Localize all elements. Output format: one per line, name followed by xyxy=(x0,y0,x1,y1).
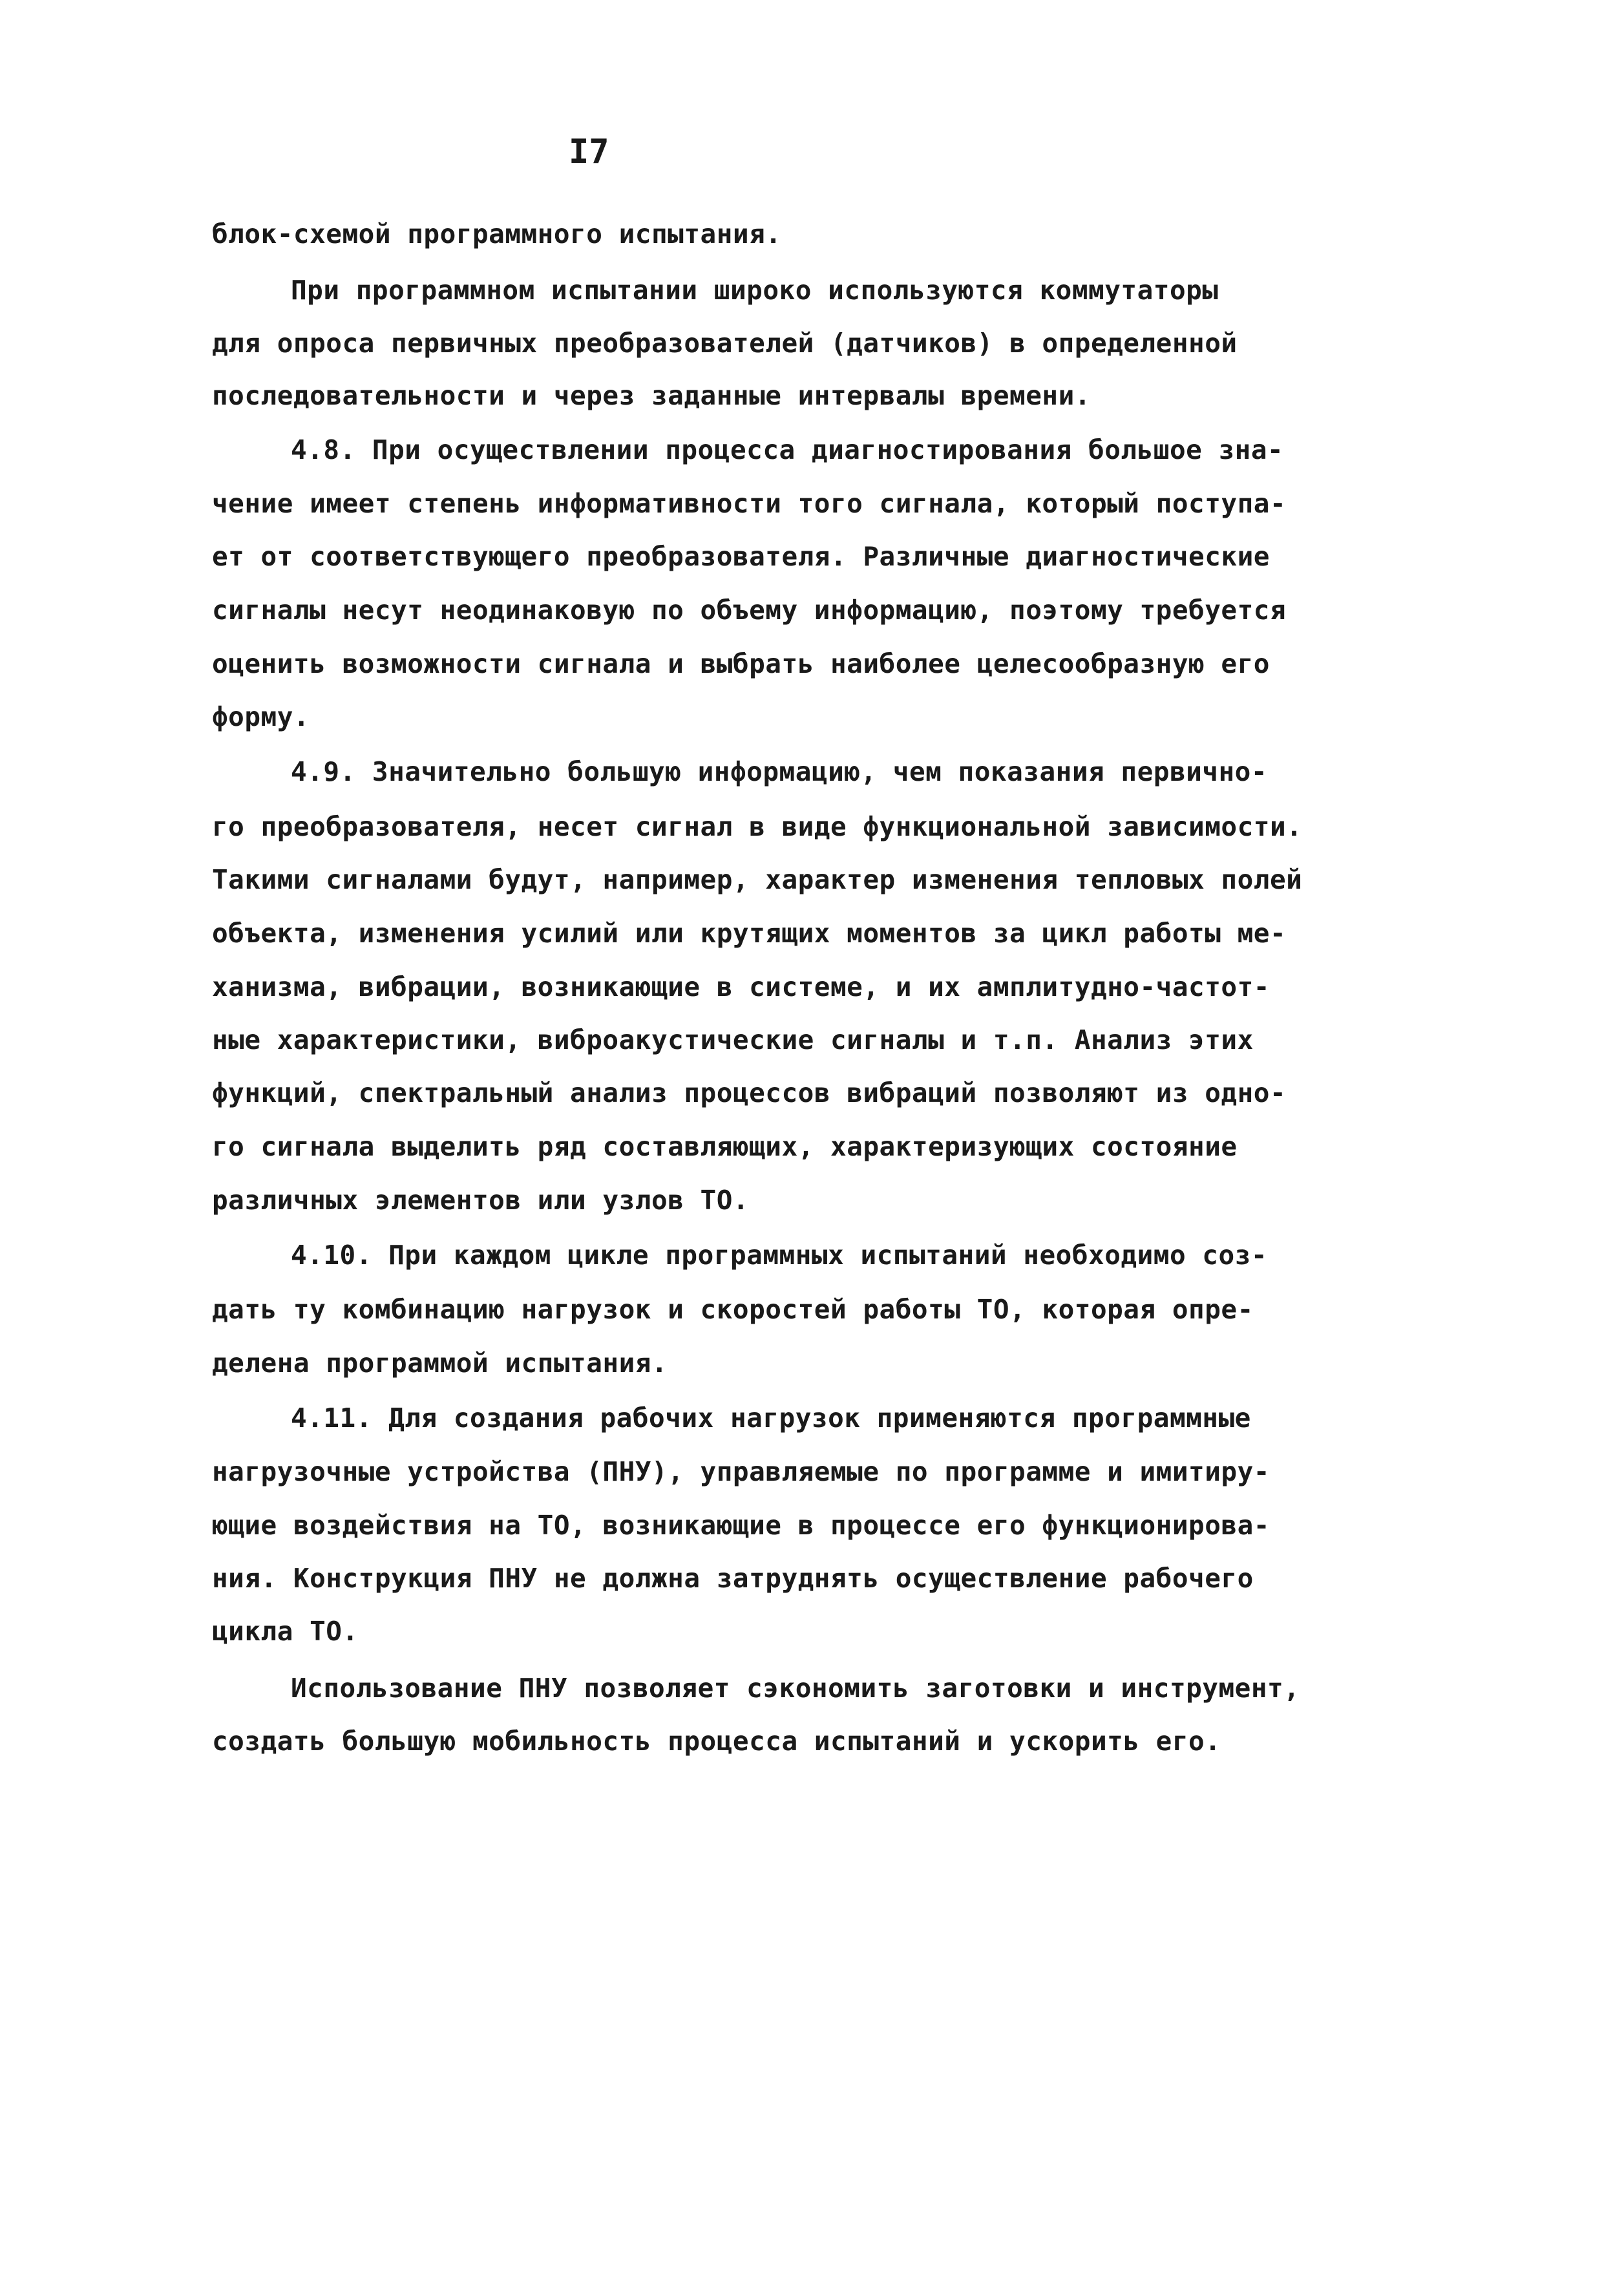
text-line: При программном испытании широко используются коммутаторы xyxy=(291,275,1219,306)
text-line: 4.8. При осуществлении процесса диагностирования большое зна- xyxy=(291,434,1284,465)
text-line: объекта, изменения усилий или крутящих моментов за цикл работы ме- xyxy=(212,918,1287,949)
text-line: для опроса первичных преобразователей (датчиков) в определенной xyxy=(212,328,1238,359)
text-line: го преобразователя, несет сигнал в виде функциональной зависимости. xyxy=(212,811,1303,842)
text-line: оценить возможности сигнала и выбрать наиболее целесообразную его xyxy=(212,648,1270,679)
text-line: создать большую мобильность процесса испытаний и ускорить его. xyxy=(212,1726,1221,1757)
text-line: Такими сигналами будут, например, характер изменения тепловых полей xyxy=(212,864,1303,895)
page-number: I7 xyxy=(569,132,609,171)
text-line: последовательности и через заданные интервалы времени. xyxy=(212,380,1091,411)
text-line: ные характеристики, виброакустические сигналы и т.п. Анализ этих xyxy=(212,1024,1254,1055)
text-line: ющие воздействия на ТО, возникающие в процессе его функционирова- xyxy=(212,1510,1270,1541)
text-line: 4.10. При каждом цикле программных испытаний необходимо соз- xyxy=(291,1240,1268,1271)
text-line: цикла ТО. xyxy=(212,1616,359,1647)
text-line: ханизма, вибрации, возникающие в системе, и их амплитудно-частот- xyxy=(212,971,1270,1002)
text-line: ет от соответствующего преобразователя. Различные диагностические xyxy=(212,541,1270,572)
text-line: различных элементов или узлов ТО. xyxy=(212,1185,750,1216)
text-line: делена программой испытания. xyxy=(212,1348,668,1379)
text-line: ния. Конструкция ПНУ не должна затруднять осуществление рабочего xyxy=(212,1563,1254,1594)
text-line: блок-схемой программного испытания. xyxy=(212,218,782,249)
text-line: нагрузочные устройства (ПНУ), управляемые по программе и имитиру- xyxy=(212,1456,1270,1487)
text-line: форму. xyxy=(212,701,310,732)
text-line: функций, спектральный анализ процессов вибраций позволяют из одно- xyxy=(212,1077,1287,1108)
text-line: Использование ПНУ позволяет сэкономить заготовки и инструмент, xyxy=(291,1673,1300,1704)
text-line: дать ту комбинацию нагрузок и скоростей работы ТО, которая опре- xyxy=(212,1294,1254,1325)
text-line: чение имеет степень информативности того сигнала, который поступа- xyxy=(212,488,1287,519)
text-line: сигналы несут неодинаковую по объему информацию, поэтому требуется xyxy=(212,595,1287,626)
text-line: 4.9. Значительно большую информацию, чем показания первично- xyxy=(291,756,1268,787)
text-line: го сигнала выделить ряд составляющих, характеризующих состояние xyxy=(212,1131,1238,1162)
text-line: 4.11. Для создания рабочих нагрузок применяются программные xyxy=(291,1402,1251,1434)
